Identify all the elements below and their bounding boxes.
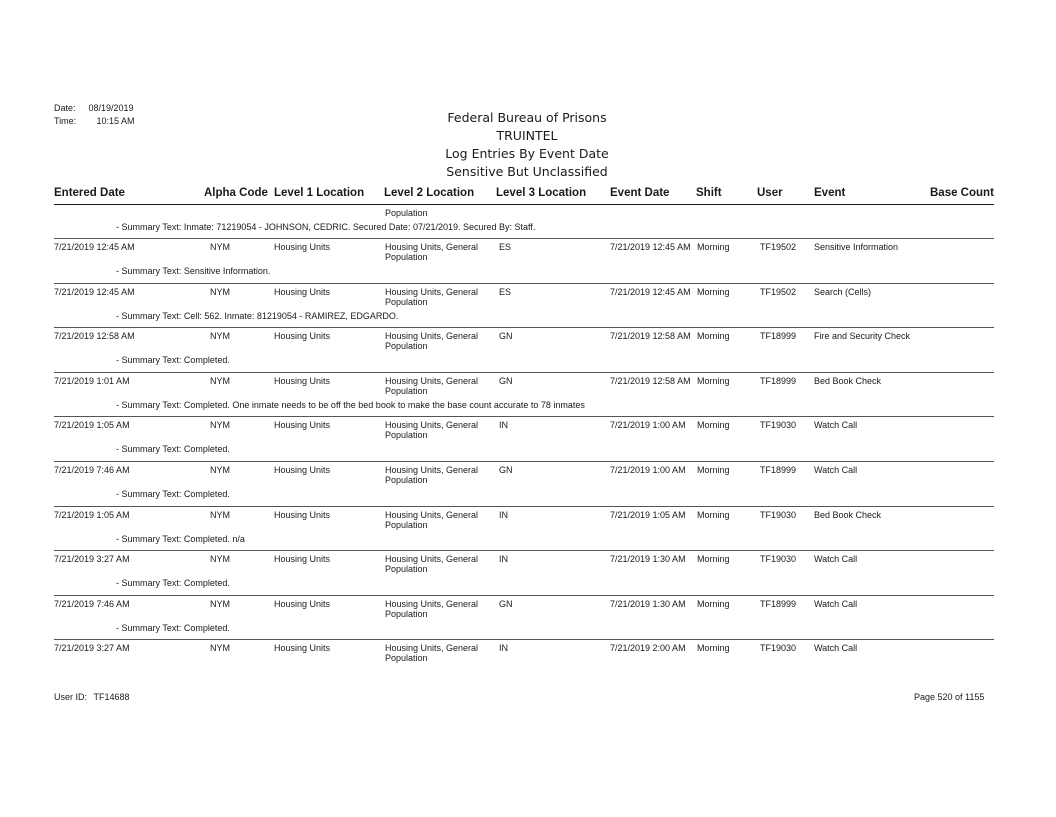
row-divider xyxy=(54,283,994,284)
cell-alpha-code: NYM xyxy=(210,465,230,475)
cell-user: TF19030 xyxy=(760,420,797,431)
cell-user: TF19502 xyxy=(760,286,797,297)
cell-event-date: 7/21/2019 12:58 AM xyxy=(610,331,691,342)
cell-shift: Morning xyxy=(697,242,730,252)
cell-shift: Morning xyxy=(697,286,730,297)
page-number: Page 520 of 1155 xyxy=(914,692,985,702)
cell-level2-location: Housing Units, General Population xyxy=(385,509,479,530)
col-level1-location: Level 1 Location xyxy=(274,187,365,199)
cell-event: Bed Book Check xyxy=(814,375,882,386)
cell-event: Watch Call xyxy=(814,643,858,654)
footer-user-id xyxy=(54,692,130,702)
col-entered-date: Entered Date xyxy=(54,187,125,199)
cell-entered-date: 7/21/2019 1:05 AM xyxy=(54,509,130,520)
cell-entered-date: 7/21/2019 12:45 AM xyxy=(54,242,135,252)
col-level3-location: Level 3 Location xyxy=(496,187,587,199)
col-event: Event xyxy=(814,187,846,199)
cell-level2-location: Housing Units, General Population xyxy=(385,465,479,485)
cell-level2-location: Housing Units, General Population xyxy=(385,420,479,441)
row-summary-text: - Summary Text: Cell: 562. Inmate: 81219054 - RAMIREZ, EDGARDO. xyxy=(116,310,399,321)
cell-level1-location: Housing Units xyxy=(274,242,331,252)
cell-event-date: 7/21/2019 1:00 AM xyxy=(610,420,686,431)
cell-level3-location: GN xyxy=(499,598,513,609)
time-label: Time: xyxy=(54,116,77,126)
cell-entered-date: 7/21/2019 1:05 AM xyxy=(54,420,130,431)
row-summary-text: - Summary Text: Completed. One inmate needs to be off the bed book to make the base count accurate to 78 inmates xyxy=(116,399,585,410)
cell-event: Watch Call xyxy=(814,465,858,475)
cell-event-date: 7/21/2019 12:45 AM xyxy=(610,286,691,297)
report-time xyxy=(54,116,135,127)
cell-user: TF19030 xyxy=(760,643,797,654)
cell-level1-location: Housing Units xyxy=(274,286,331,297)
carryover-level2: Population xyxy=(385,208,428,218)
cell-user: TF19502 xyxy=(760,242,797,252)
cell-entered-date: 7/21/2019 12:58 AM xyxy=(54,331,135,342)
cell-level2-location: Housing Units, General Population xyxy=(385,554,479,575)
row-divider xyxy=(54,639,994,640)
cell-entered-date: 7/21/2019 3:27 AM xyxy=(54,643,130,654)
cell-level2-location: Housing Units, General Population xyxy=(385,598,479,619)
cell-level3-location: ES xyxy=(499,286,512,297)
cell-event: Search (Cells) xyxy=(814,286,872,297)
report-title: Log Entries By Event Date xyxy=(445,146,609,161)
row-divider xyxy=(54,506,994,507)
cell-alpha-code: NYM xyxy=(210,375,230,386)
cell-alpha-code: NYM xyxy=(210,420,230,431)
cell-event: Watch Call xyxy=(814,554,858,565)
row-summary-text: - Summary Text: Completed. xyxy=(116,489,230,499)
col-event-date: Event Date xyxy=(610,187,670,199)
classification: Sensitive But Unclassified xyxy=(446,164,608,179)
cell-level1-location: Housing Units xyxy=(274,420,331,431)
cell-level3-location: GN xyxy=(499,331,513,342)
cell-level1-location: Housing Units xyxy=(274,509,331,520)
cell-level1-location: Housing Units xyxy=(274,465,331,475)
cell-level3-location: ES xyxy=(499,242,512,252)
cell-event-date: 7/21/2019 1:05 AM xyxy=(610,509,686,520)
row-divider xyxy=(54,372,994,373)
cell-level2-location: Housing Units, General Population xyxy=(385,331,479,352)
cell-level2-location: Housing Units, General Population xyxy=(385,286,479,307)
cell-event-date: 7/21/2019 1:00 AM xyxy=(610,465,686,475)
user-id-value: TF14688 xyxy=(93,692,130,702)
cell-level1-location: Housing Units xyxy=(274,554,331,565)
cell-user: TF18999 xyxy=(760,331,797,342)
col-shift: Shift xyxy=(696,187,722,199)
org-name: Federal Bureau of Prisons xyxy=(447,110,607,125)
cell-event: Watch Call xyxy=(814,420,858,431)
cell-level2-location: Housing Units, General Population xyxy=(385,242,479,262)
cell-shift: Morning xyxy=(697,509,730,520)
cell-event-date: 7/21/2019 12:45 AM xyxy=(610,242,691,252)
row-summary-text: - Summary Text: Completed. xyxy=(116,578,230,589)
row-summary-text: - Summary Text: Completed. xyxy=(116,622,230,633)
column-header-row xyxy=(54,184,994,205)
cell-event: Sensitive Information xyxy=(814,242,899,252)
row-summary-text: - Summary Text: Sensitive Information. xyxy=(116,266,271,276)
cell-shift: Morning xyxy=(697,420,730,431)
carryover-summary: - Summary Text: Inmate: 71219054 - JOHNSON, CEDRIC. Secured Date: 07/21/2019. Secured By: Staff. xyxy=(116,222,536,232)
cell-alpha-code: NYM xyxy=(210,643,230,654)
cell-level1-location: Housing Units xyxy=(274,598,331,609)
cell-event-date: 7/21/2019 2:00 AM xyxy=(610,643,686,654)
row-summary-text: - Summary Text: Completed. xyxy=(116,355,230,366)
cell-entered-date: 7/21/2019 1:01 AM xyxy=(54,375,130,386)
user-id-label: User ID: xyxy=(54,692,88,702)
cell-level3-location: IN xyxy=(499,420,508,431)
row-summary-text: - Summary Text: Completed. xyxy=(116,444,230,455)
cell-user: TF18999 xyxy=(760,465,797,475)
cell-level2-location: Housing Units, General Population xyxy=(385,375,479,396)
cell-shift: Morning xyxy=(697,465,730,475)
cell-event: Watch Call xyxy=(814,598,858,609)
cell-event-date: 7/21/2019 1:30 AM xyxy=(610,554,686,565)
cell-shift: Morning xyxy=(697,643,730,654)
cell-level1-location: Housing Units xyxy=(274,331,331,342)
cell-alpha-code: NYM xyxy=(210,598,230,609)
cell-level3-location: IN xyxy=(499,643,508,654)
time-value: 10:15 AM xyxy=(96,116,135,126)
cell-event-date: 7/21/2019 1:30 AM xyxy=(610,598,686,609)
cell-user: TF18999 xyxy=(760,375,797,386)
row-divider xyxy=(54,238,994,239)
col-user: User xyxy=(757,187,783,199)
cell-level2-location: Housing Units, General Population xyxy=(385,643,479,664)
col-base-count: Base Count xyxy=(930,187,994,199)
cell-alpha-code: NYM xyxy=(210,554,230,565)
cell-shift: Morning xyxy=(697,598,730,609)
cell-alpha-code: NYM xyxy=(210,331,230,342)
cell-event-date: 7/21/2019 12:58 AM xyxy=(610,375,691,386)
date-value: 08/19/2019 xyxy=(88,103,134,113)
cell-user: TF18999 xyxy=(760,598,797,609)
row-divider xyxy=(54,461,994,462)
cell-level3-location: GN xyxy=(499,375,513,386)
cell-entered-date: 7/21/2019 7:46 AM xyxy=(54,598,130,609)
cell-shift: Morning xyxy=(697,375,730,386)
cell-level3-location: IN xyxy=(499,509,508,520)
col-level2-location: Level 2 Location xyxy=(384,187,475,199)
cell-level3-location: GN xyxy=(499,465,513,475)
cell-entered-date: 7/21/2019 3:27 AM xyxy=(54,554,130,565)
row-summary-text: - Summary Text: Completed. n/a xyxy=(116,533,245,544)
cell-level3-location: IN xyxy=(499,554,508,565)
row-divider xyxy=(54,327,994,328)
cell-user: TF19030 xyxy=(760,509,797,520)
col-alpha-code: Alpha Code xyxy=(204,187,268,199)
cell-user: TF19030 xyxy=(760,554,797,565)
system-name: TRUINTEL xyxy=(496,128,558,143)
cell-event: Fire and Security Check xyxy=(814,331,911,342)
row-divider xyxy=(54,595,994,596)
cell-level1-location: Housing Units xyxy=(274,643,331,654)
cell-alpha-code: NYM xyxy=(210,242,230,252)
cell-entered-date: 7/21/2019 7:46 AM xyxy=(54,465,130,475)
cell-level1-location: Housing Units xyxy=(274,375,331,386)
cell-event: Bed Book Check xyxy=(814,509,882,520)
cell-alpha-code: NYM xyxy=(210,509,230,520)
row-divider xyxy=(54,416,994,417)
cell-shift: Morning xyxy=(697,331,730,342)
report-date xyxy=(54,103,134,114)
row-divider xyxy=(54,550,994,551)
cell-entered-date: 7/21/2019 12:45 AM xyxy=(54,286,135,297)
cell-shift: Morning xyxy=(697,554,730,565)
cell-alpha-code: NYM xyxy=(210,286,230,297)
date-label: Date: xyxy=(54,103,76,113)
